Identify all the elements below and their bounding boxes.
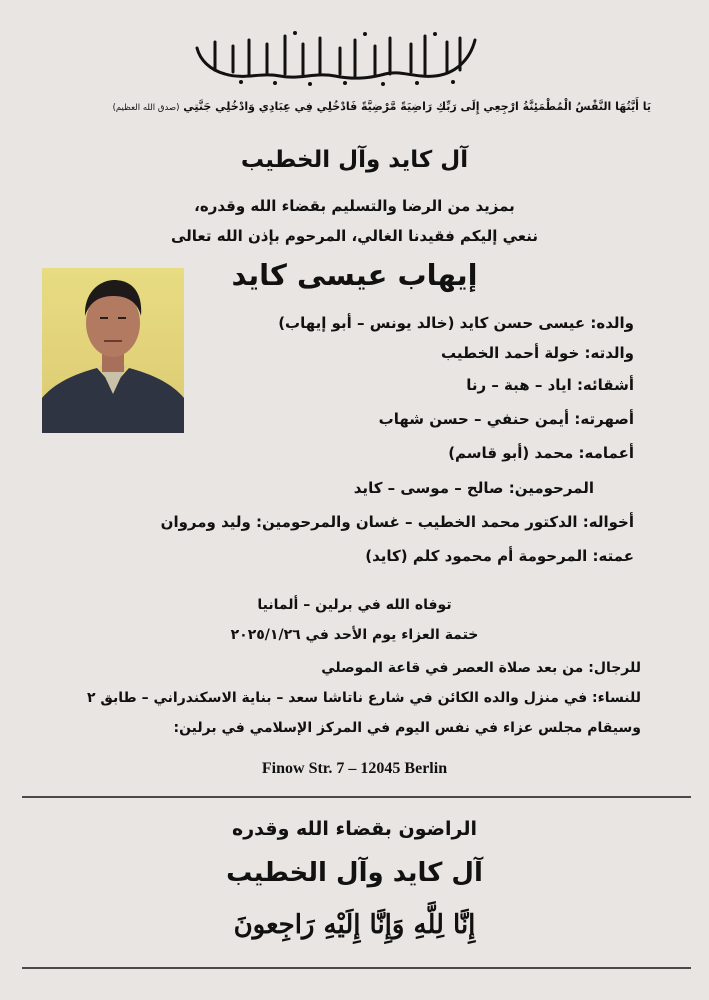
men-condolence-info: للرجال: من بعد صلاة العصر في قاعة الموصلي: [321, 660, 641, 676]
deceased-name: إيهاب عيسى كايد: [231, 258, 478, 292]
relative-father: والده: عيسى حسن كايد (خالد يونس – أبو إيهاب): [278, 314, 634, 332]
relative-siblings: أشقائه: اياد – هبة – رنا: [466, 376, 634, 394]
verse-attribution: (صدق الله العظيم): [112, 103, 180, 113]
deceased-portrait-photo: [42, 268, 184, 433]
relative-mother: والدته: خولة أحمد الخطيب: [441, 344, 634, 362]
intro-line-2: ننعي إليكم فقيدنا الغالي، المرحوم بإذن الله تعالى: [170, 227, 539, 245]
relative-deceased-uncles: المرحومين: صالح – موسى – كايد: [353, 479, 594, 497]
majlis-info: وسيقام مجلس عزاء في نفس اليوم في المركز الإسلامي في برلين:: [173, 720, 641, 736]
death-place: توفاه الله في برلين – ألمانيا: [257, 597, 452, 613]
women-condolence-info: للنساء: في منزل والده الكائن في شارع ناتاشا سعد – بناية الاسكندراني – طابق ٢: [86, 690, 641, 706]
closing-verse: إِنَّا لِلَّهِ وَإِنَّا إِلَيْهِ رَاجِعونَ: [233, 910, 476, 940]
quran-verse: [113, 100, 651, 113]
portrait-illustration: [42, 268, 184, 433]
divider-bottom: [22, 967, 691, 969]
berlin-address: Finow Str. 7 – 12045 Berlin: [261, 760, 448, 777]
relative-paternal-uncles: أعمامه: محمد (أبو قاسم): [448, 444, 634, 462]
service-date: ختمة العزاء يوم الأحد في ٢٠٢٥/١/٢٦: [230, 627, 479, 643]
intro-line-1: بمزيد من الرضا والتسليم بقضاء الله وقدره،: [194, 197, 515, 215]
relative-aunt: عمته: المرحومة أم محمود كلم (كايد): [365, 547, 634, 565]
closing-line-1: الراضون بقضاء الله وقدره: [232, 818, 477, 840]
relative-in-laws: أصهرته: أيمن حنفي – حسن شهاب: [378, 410, 634, 428]
divider-top: [22, 796, 691, 798]
families-heading: آل كايد وآل الخطيب: [240, 147, 469, 173]
relative-maternal-uncles: أخواله: الدكتور محمد الخطيب – غسان والمرحومين: وليد ومروان: [160, 513, 634, 531]
calligraphy-header-ornament: [185, 30, 485, 88]
closing-families: آل كايد وآل الخطيب: [226, 858, 483, 888]
verse-text: يَا أَيَّتُهَا النَّفْسُ الْمُطْمَئِنَّةُ ارْجِعِي إِلَى رَبِّكِ رَاضِيَةً مَّرْضِيَّةً فَادْخُلِي فِي عِبَادِي وَادْخُلِي جَنَّتِي: [183, 100, 651, 113]
